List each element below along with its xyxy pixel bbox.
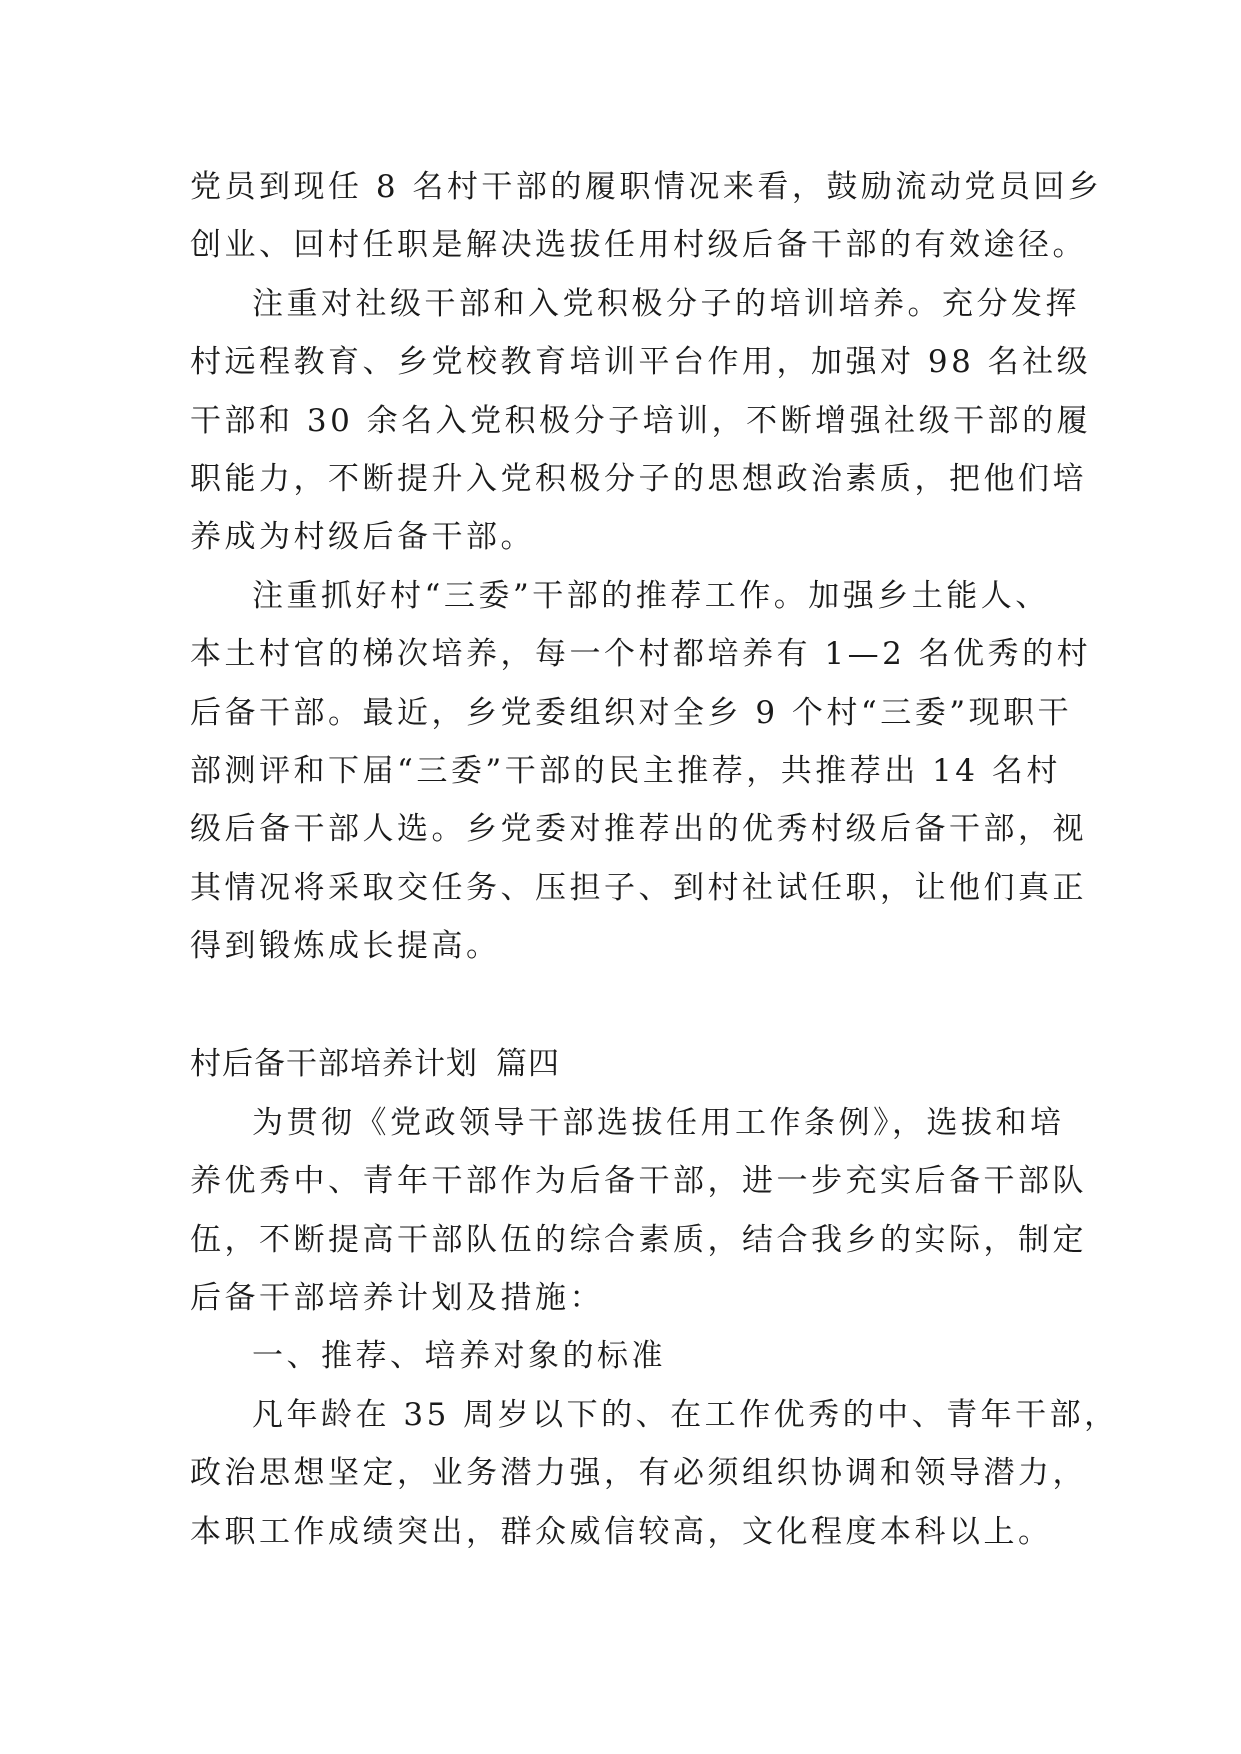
- text-line: 注重抓好村“三委”干部的推荐工作。加强乡土能人、: [252, 577, 1050, 614]
- section-heading: [190, 1035, 1050, 1093]
- text-line: 创业、回村任职是解决选拔任用村级后备干部的有效途径。: [190, 227, 1087, 264]
- text-line: 党员到现任 8 名村干部的履职情况来看，鼓励流动党员回乡: [190, 169, 1103, 205]
- paragraph: [190, 1094, 1087, 1328]
- subheading-line: 一、推荐、培养对象的标准: [252, 1338, 666, 1375]
- text-line: 干部和 30 余名入党积极分子培训，不断增强社级干部的履: [190, 402, 1092, 439]
- text-line: 级后备干部人选。乡党委对推荐出的优秀村级后备干部，视: [190, 811, 1087, 848]
- text-line: 部测评和下届“三委”干部的民主推荐，共推荐出 14 名村: [190, 752, 1061, 789]
- paragraph: [190, 1327, 1050, 1385]
- text-line: 本土村官的梯次培养，每一个村都培养有 1—2 名优秀的村: [190, 636, 1092, 673]
- document-body: [190, 158, 1119, 1561]
- paragraph: [190, 275, 1092, 567]
- text-line: 本职工作成绩突出，群众威信较高，文化程度本科以上。: [190, 1513, 1053, 1550]
- text-line: 其情况将采取交任务、压担子、到村社试任职，让他们真正: [190, 869, 1087, 906]
- text-line: 伍，不断提高干部队伍的综合素质，结合我乡的实际，制定: [190, 1221, 1087, 1258]
- text-line: 养优秀中、青年干部作为后备干部，进一步充实后备干部队: [190, 1163, 1087, 1200]
- paragraph: [190, 1386, 1119, 1561]
- text-line: 后备干部培养计划及措施：: [190, 1280, 604, 1317]
- text-line: 政治思想坚定，业务潜力强，有必须组织协调和领导潜力，: [190, 1455, 1087, 1492]
- text-line: 后备干部。最近，乡党委组织对全乡 9 个村“三委”现职干: [190, 694, 1073, 731]
- text-line: 凡年龄在 35 周岁以下的、在工作优秀的中、青年干部，: [252, 1396, 1119, 1433]
- text-line: 注重对社级干部和入党积极分子的培训培养。充分发挥: [252, 285, 1080, 322]
- text-line: 为贯彻《党政领导干部选拔任用工作条例》，选拔和培: [252, 1104, 1065, 1141]
- text-line: 养成为村级后备干部。: [190, 519, 535, 556]
- text-line: 村远程教育、乡党校教育培训平台作用，加强对 98 名社级: [190, 344, 1092, 381]
- paragraph: [190, 158, 1103, 275]
- text-line: 职能力，不断提升入党积极分子的思想政治素质，把他们培: [190, 460, 1087, 497]
- section-tag: 篇四: [496, 1046, 560, 1083]
- section-gap: [190, 975, 1050, 1035]
- section-title: 村后备干部培养计划: [190, 1046, 478, 1083]
- paragraph: [190, 567, 1092, 976]
- text-line: 得到锻炼成长提高。: [190, 928, 501, 965]
